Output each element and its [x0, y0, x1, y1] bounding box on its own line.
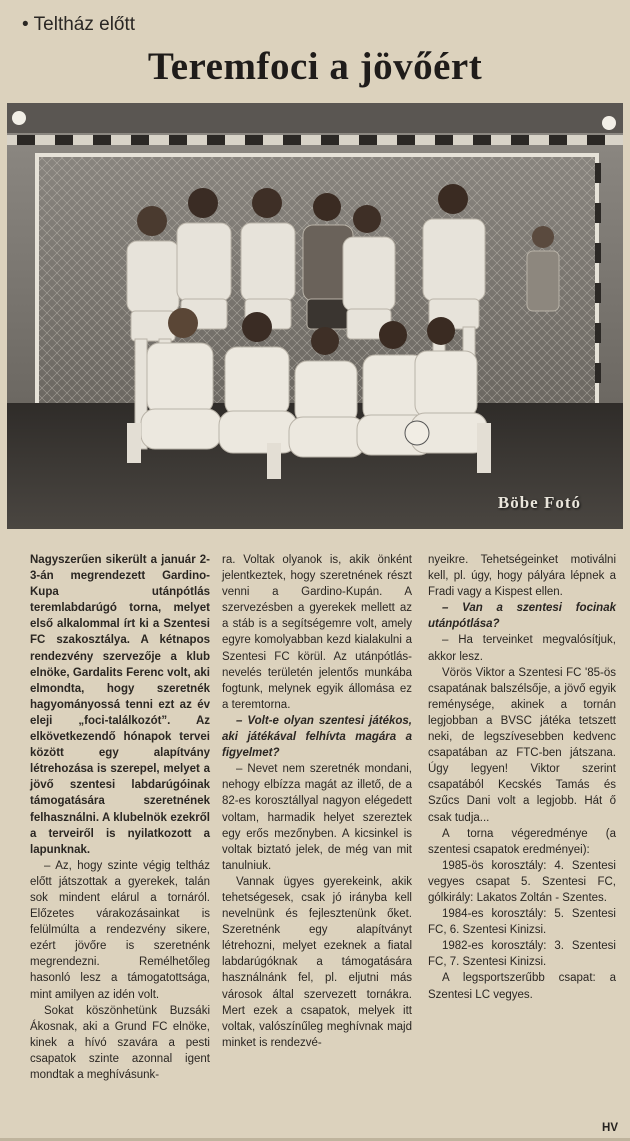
article-paragraph: Sokat köszönhetünk Buzsáki Ákosnak, aki a Grund FC elnöke, kinek a hívó szavára a pesti csapatok szinte azonnal igent mondtak a meghívásunk- [30, 1004, 210, 1081]
interview-question: – Volt-e olyan szentesi játékos, aki játékával felhívta magára a figyelmet? [222, 714, 412, 760]
article-column-2 [222, 552, 412, 1051]
results-item: A legsportszerűbb csapat: a Szentesi LC vegyes. [428, 972, 616, 1001]
article-column-3 [428, 552, 616, 1003]
kicker-text: Teltház előtt [33, 14, 136, 35]
results-intro: A torna végeredménye (a szentesi csapatok eredményei): [428, 827, 616, 856]
author-signature: HV [602, 1122, 618, 1134]
photo-credit: Böbe Fotó [497, 493, 581, 512]
article-paragraph: ra. Voltak olyanok is, akik önként jelentkeztek, hogy szeretnének részt venni a Gardino-Kupán. A szervezésben a gyerekek mellett az a stáb is a segítségemre volt, amely egyre komolyabban kezd kialakulni a Szentesi FC körül. Az utánpótlás-nevelés területén jelentős munkába fogtunk, melynek egyik állomása ez a teremtorna. [222, 554, 412, 711]
article-paragraph: – Ha terveinket megvalósítjuk, akkor lesz. [428, 634, 616, 663]
section-kicker [22, 14, 135, 36]
article-paragraph: nyeikre. Tehetségeinket motiválni kell, pl. úgy, hogy pályára lépnek a Fradi vagy a Kispest ellen. [428, 554, 616, 599]
results-item: 1984-es korosztály: 5. Szentesi FC, 6. Szentesi Kinizsi. [428, 908, 616, 937]
results-item: 1982-es korosztály: 3. Szentesi FC, 7. Szentesi Kinizsi. [428, 940, 616, 969]
article-paragraph: Vannak ügyes gyerekeink, akik tehetségesek, csak jó irányba kell nevelnünk és fejlesztenünk őket. Szeretnénk egy alapítványt létrehozni, melyet ezeknek a fiatal labdarúgóknak a támogatására használnánk fel, pl. eljutni más városok által szervezett tornákra. Mert ezek a csapatok, melyek itt voltak, valószínűleg meghívnak majd minket is rendezvé- [222, 875, 412, 1049]
team-photo [7, 103, 623, 529]
kicker-bullet: • [22, 14, 29, 35]
interview-question: – Van a szentesi focinak utánpótlása? [428, 602, 616, 631]
article-column-1 [30, 552, 210, 1083]
article-paragraph: Vörös Viktor a Szentesi FC '85-ös csapatának balszélsője, a jövő egyik reménysége, akinek a tornán legjobban a BVSC játéka tetszett neki, de legszívesebben kedvenc csapatában az FTC-ben játszana. Úgy legyen! Viktor szerint csapatából Kecskés Tamás és Szűcs Dani volt a legjobb. Hát ő csak tudja... [428, 666, 616, 824]
team-photo-illustration [7, 103, 623, 529]
article-headline: Teremfoci a jövőért [147, 45, 483, 88]
article-lead: Nagyszerűen sikerült a január 2-3-án megrendezett Gardino-Kupa utánpótlás teremlabdarúgó torna, melyet első alkalommal írt ki a Szentesi FC szakosztálya. A kétnapos rendezvény szervezője a klub elnöke, Gardalits Ferenc volt, aki elmondta, hogy szeretnék hagyományossá tenni ezt az év eleji „foci-találkozót”. Az elkövetkezendő hónapok tervei között egy alapítvány létrehozása is szerepel, melyet a jövő szentesi labdarúgóinak támogatására szeretnének felhasználni. A klubelnök ezekről a terveiről is nyilatkozott a lapunknak. [30, 554, 210, 856]
article-paragraph: – Az, hogy szinte végig teltház előtt játszottak a gyerekek, talán sok mindent elárul a tornáról. Előzetes várakozásainkat is felülmúlta a rendezvény sikere, ezért jövőre is szeretnénk megrendezni. Remélhetőleg hasonló lesz a támogatottsága, mint amilyen az idén volt. [30, 859, 210, 1001]
article-paragraph: – Nevet nem szeretnék mondani, nehogy elbízza magát az illető, de a 82-es korosztállyal nagyon elégedett voltam, harmadik helyet szereztek egy erős mezőnyben. A kicsinkel is voltak biztató jelek, de még van mit tanulniuk. [222, 763, 412, 872]
results-item: 1985-ös korosztály: 4. Szentesi vegyes csapat 5. Szentesi FC, gólkirály: Lakatos Zoltán - Szentes. [428, 859, 616, 904]
